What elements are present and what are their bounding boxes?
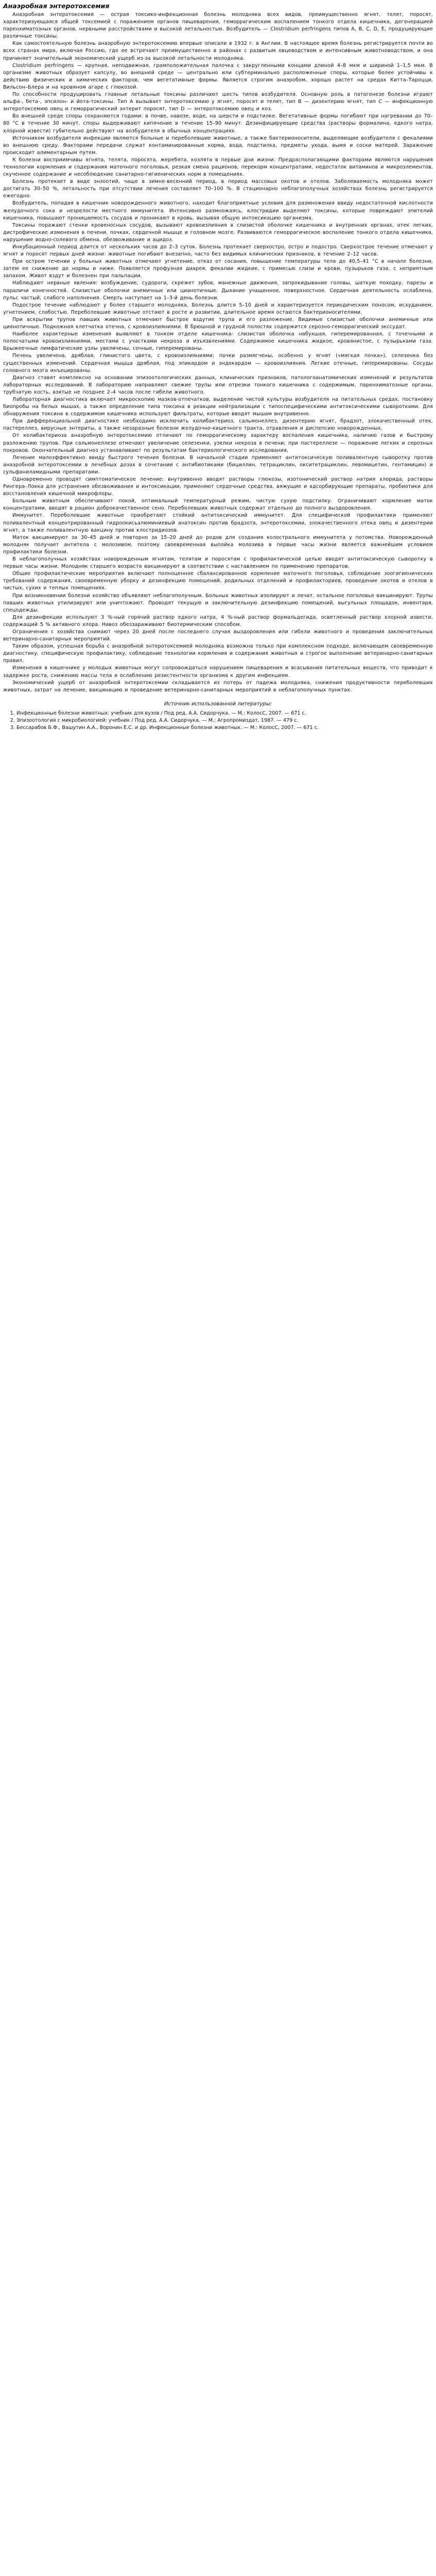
paragraph: К болезни восприимчивы ягнята, телята, поросята, жеребята, козлята в первые дни жизни. Предрасполагающими факторами являются нарушения технологии кормления и содержания маточного поголовья, резкая смена рационов, перекорм концентратами, недостаток витаминов и микроэлементов, скученное содержание и несоблюдение санитарно-гигиенических норм в помещениях. (3, 157, 433, 178)
paragraph: Подострое течение наблюдают у более старшего молодняка. Болезнь длится 5–10 дней и характеризуется периодическим поносом, исхуданием, угнетением, слабостью. Переболевшие животные отстают в росте и развитии, длительное время остаются бактерионосителями. (3, 302, 433, 315)
paragraph: Маток вакцинируют за 30–45 дней и повторно за 15–20 дней до родов для создания колострального иммунитета у потомства. Новорожденный молодняк получает антитела с молозивом, поэтому своевременная выпойка молозива в первые часы жизни является важнейшим условием профилактики болезни. (3, 534, 433, 555)
sources-list (3, 710, 433, 732)
paragraph: Лабораторная диагностика включает микроскопию мазков-отпечатков, выделение чистой культуры возбудителя на питательных средах, постановку биопробы на белых мышах, а также определение типа токсина в реакции нейтрализации с типоспецифическими антитоксическими сыворотками. Для обнаружения токсина в содержимом кишечника используют фильтраты, которые вводят мышам внутривенно. (3, 396, 433, 417)
paragraph: Ограничения с хозяйства снимают через 20 дней после последнего случая выздоровления или гибели животного и проведения заключительных ветеринарно-санитарных мероприятий. (3, 629, 433, 642)
source-item: 1. Инфекционные болезни животных: учебник для вузов / Под ред. А.А. Сидорчука. — М.: КолосС, 2007. — 671 с. (16, 710, 433, 717)
paragraph: При вскрытии трупов павших животных отмечают быстрое вздутие трупа и его разложение. Видимые слизистые оболочки анемичные или цианотичные. Подкожная клетчатка отечна, с кровоизлияниями. В брюшной и грудной полостях содержится серозно-геморрагический экссудат. (3, 316, 433, 330)
paragraph: Как самостоятельную болезнь анаэробную энтеротоксемию впервые описали в 1932 г. в Англии. В настоящее время болезнь регистрируется почти во всех странах мира, включая Россию, где ее встречают преимущественно в районах с развитым овцеводством и интенсивным животноводством, и она причиняет значительный экономический ущерб из-за высокой летальности молодняка. (3, 41, 433, 61)
paragraph: Общие профилактические мероприятия включают полноценное сбалансированное кормление маточного поголовья, соблюдение зоогигиенических требований содержания, своевременную уборку и дезинфекцию помещений, родильных отделений и профилакториев, проведение окотов и отелов в чистых, сухих и теплых помещениях. (3, 571, 433, 591)
paragraph: Таким образом, успешная борьба с анаэробной энтеротоксемией молодняка возможна только при комплексном подходе, включающем своевременную диагностику, специфическую профилактику, соблюдение технологии кормления и содержания животных и строгое выполнение ветеринарно-санитарных правил. (3, 643, 433, 664)
paragraph: Иммунитет. Переболевшие животные приобретают стойкий антитоксический иммунитет. Для специфической профилактики применяют поливалентный концентрированный гидроокисьалюминиевый анатоксин против брадзота, энтеротоксемии, злокачественного отека овец и дизентерии ягнят, а также поливалентную вакцину против клостридиозов. (3, 513, 433, 533)
paragraph: Больным животным обеспечивают покой, оптимальный температурный режим, чистую сухую подстилку. Ограничивают кормление маток концентратами, вводят в рацион доброкачественное сено. Переболевших животных содержат отдельно до полного выздоровления. (3, 498, 433, 512)
paragraph: Изменения в кишечнике у молодых животных могут сопровождаться нарушением пищеварения и всасывания питательных веществ, что приводит к задержке роста, снижению массы тела и ослаблению резистентности организма к другим инфекциям. (3, 665, 433, 679)
paragraph: Возбудитель, попадая в кишечник новорожденного животного, находит благоприятные условия для размножения ввиду недостаточной кислотности желудочного сока и незрелости местного иммунитета. Интенсивно размножаясь, клостридии выделяют токсины, которые повреждают эпителий кишечника, повышают проницаемость сосудов и проникают в кровь, вызывая общую интоксикацию организма. (3, 200, 433, 221)
document-title: Анаэробная энтеротоксемия (3, 2, 110, 10)
paragraph: По способности продуцировать главные летальные токсины различают шесть типов возбудителя. Основную роль в патогенезе болезни играют альфа-, бета-, эпсилон- и йота-токсины. Тип А вызывает энтеротоксемию у ягнят, поросят и телят, тип В — дизентерию ягнят, тип С — инфекционную энтеротоксемию овец и геморрагический энтерит поросят, тип D — энтеротоксемию овец и коз. (3, 92, 433, 112)
paragraph: Экономический ущерб от анаэробной энтеротоксемии складывается из потерь от падежа молодняка, снижения продуктивности переболевших животных, затрат на лечение, вакцинацию и проведение ветеринарно-санитарных мероприятий в неблагополучных пунктах. (3, 680, 433, 693)
paragraph: Наблюдают нервные явления: возбуждение, судороги, скрежет зубов, манежные движения, запрокидывание головы, шаткую походку, парезы и параличи конечностей. Слизистые оболочки анемичные или цианотичные. Дыхание учащенное, поверхностное. Сердечная деятельность ослаблена, пульс частый, слабого наполнения. Смерть наступает на 1–3-й день болезни. (3, 280, 433, 301)
paragraph: При возникновении болезни хозяйство объявляют неблагополучным. Больных животных изолируют и лечат, остальное поголовье вакцинируют. Трупы павших животных утилизируют или уничтожают. Проводят текущую и заключительную дезинфекцию помещений, выгульных площадок, инвентаря, спецодежды. (3, 592, 433, 613)
paragraph: От колибактериоза анаэробную энтеротоксемию отличают по геморрагическому характеру воспаления кишечника, наличию газов и быстрому разложению трупов. При сальмонеллезе отмечают увеличение селезенки, узелки некроза в печени; при пастереллезе — поражение легких и серозных покровов. Окончательный диагноз устанавливают по результатам бактериологического исследования. (3, 433, 433, 453)
document-body (3, 11, 433, 694)
paragraph: Диагноз ставят комплексно на основании эпизоотологических данных, клинических признаков, патологоанатомических изменений и результатов лабораторных исследований. В лабораторию направляют свежие трупы или отрезки тонкого кишечника с содержимым, паренхиматозные органы, трубчатую кость, взятые не позднее 2–4 часов после гибели животного. (3, 375, 433, 395)
paragraph: Анаэробная энтеротоксемия — острая токсико-инфекционная болезнь молодняка всех видов, преимущественно ягнят, телят, поросят, характеризующаяся общей токсемией с поражением органов пищеварения, геморрагическим воспалением тонкого отдела кишечника, дегенерацией паренхиматозных органов, нервными расстройствами и высокой летальностью. Возбудитель — Clostridium perfringens типов А, В, С, D, Е, продуцирующие различные токсины. (3, 12, 433, 40)
paragraph: При остром течении у больных животных отмечают угнетение, отказ от сосания, повышение температуры тела до 40,5–41 °С в начале болезни, затем ее снижение до нормы и ниже. Появляется профузная диарея, фекалии жидкие, с примесью слизи и крови, пузырьков газа, с неприятным запахом. Живот вздут и болезнен при пальпации. (3, 259, 433, 279)
paragraph: Во внешней среде споры сохраняются годами: в почве, навозе, воде, на шерсти и подстилке. Вегетативные формы погибают при нагревании до 70–80 °С в течение 30 минут, споры выдерживают кипячение в течение 15–90 минут. Дезинфицирующие средства (растворы формалина, едкого натра, хлорной извести) губительно действуют на возбудителя в обычных концентрациях. (3, 113, 433, 134)
source-item: 3. Бессарабов Б.Ф., Вашутин А.А., Воронин Е.С. и др. Инфекционные болезни животных. — М.: КолосС, 2007. — 671 с. (16, 724, 433, 732)
paragraph: Наиболее характерные изменения выявляют в тонком отделе кишечника: слизистая оболочка набухшая, гиперемированная, с точечными и полосчатыми кровоизлияниями, местами с участками некроза и изъязвлениями. Содержимое кишечника жидкое, кровянистое, с пузырьками газа. Брыжеечные лимфатические узлы увеличены, сочные, гиперемированы. (3, 331, 433, 352)
paragraph: Для дезинфекции используют 3 %-ный горячий раствор едкого натра, 4 %-ный раствор формальдегида, осветленный раствор хлорной извести, содержащий 5 % активного хлора. Навоз обеззараживают биотермическим способом. (3, 614, 433, 628)
source-item: 2. Эпизоотология с микробиологией: учебник / Под ред. А.А. Сидорчука. — М.: Агропромиздат, 1987. — 479 с. (16, 717, 433, 724)
paragraph: Печень увеличена, дряблая, глинистого цвета, с кровоизлияниями; почки размягчены, особенно у ягнят («мягкая почка»), селезенка без существенных изменений. Сердечная мышца дряблая, под эпикардом и эндокардом — кровоизлияния. Легкие отечные, гиперемированы. Сосуды головного мозга инъецированы. (3, 353, 433, 374)
sources-title: Источник использованной литературы: (164, 701, 272, 707)
paragraph: Одновременно проводят симптоматическое лечение: внутривенно вводят растворы глюкозы, изотонический раствор натрия хлорида, растворы Рингера–Локка для устранения обезвоживания и интоксикации, применяют сердечные средства, вяжущие и адсорбирующие препараты, пробиотики для восстановления кишечной микрофлоры. (3, 477, 433, 497)
paragraph: Инкубационный период длится от нескольких часов до 2–3 суток. Болезнь протекает сверхостро, остро и подостро. Сверхострое течение отмечают у ягнят и поросят первых дней жизни: животные погибают внезапно, часто без видимых клинических признаков, в течение 2–12 часов. (3, 244, 433, 258)
paragraph: Clostridium perfringens — крупная, неподвижная, грамположительная палочка с закругленными концами длиной 4–8 мкм и шириной 1–1,5 мкм. В организме животных образует капсулу, во внешней среде — центрально или субтерминально расположенные споры, которые более устойчивы к действию физических и химических факторов, чем вегетативные формы. Является строгим анаэробом, хорошо растет на средах Китта–Тароцци, Вильсон–Блера и на кровяном агаре с глюкозой. (3, 62, 433, 90)
paragraph: Болезнь протекает в виде энзоотий, чаще в зимне-весенний период, в период массовых окотов и отелов. Заболеваемость молодняка может достигать 30–50 %, летальность при отсутствии лечения составляет 70–100 %. В стационарно неблагополучных хозяйствах болезнь регистрируется ежегодно. (3, 179, 433, 199)
paragraph: Токсины поражают стенки кровеносных сосудов, вызывают кровоизлияния в слизистой оболочке кишечника и внутренних органах, отек легких, дистрофические изменения в печени, почках, сердечной мышце и головном мозге. Развиваются геморрагическое воспаление тонкого отдела кишечника, нарушение водно-солевого обмена, обезвоживание и ацидоз. (3, 222, 433, 243)
paragraph: Источником возбудителя инфекции являются больные и переболевшие животные, а также бактерионосители, выделяющие возбудителя с фекалиями во внешнюю среду. Факторами передачи служат контаминированные корма, вода, подстилка, предметы ухода, вымя и соски матерей. Заражение происходит алиментарным путем. (3, 135, 433, 156)
paragraph: В неблагополучных хозяйствах новорожденным ягнятам, телятам и поросятам с профилактической целью вводят антитоксическую сыворотку в первые часы жизни. Молодняк старшего возраста вакцинируют в соответствии с наставлением по применению препаратов. (3, 556, 433, 570)
paragraph: При дифференциальной диагностике необходимо исключить колибактериоз, сальмонеллез, дизентерию ягнят, брадзот, злокачественный отек, пастереллез, вирусные энтериты, а также незаразные болезни желудочно-кишечного тракта, отравления и диспепсию новорожденных. (3, 418, 433, 432)
paragraph: Лечение малоэффективно ввиду быстрого течения болезни. В начальной стадии применяют антитоксическую поливалентную сыворотку против анаэробной энтеротоксемии в лечебных дозах в сочетании с антибиотиками (бициллин, тетрациклин, окситетрациклин, левомицетин, гентамицин) и сульфаниламидными препаратами. (3, 454, 433, 475)
document (0, 0, 436, 732)
